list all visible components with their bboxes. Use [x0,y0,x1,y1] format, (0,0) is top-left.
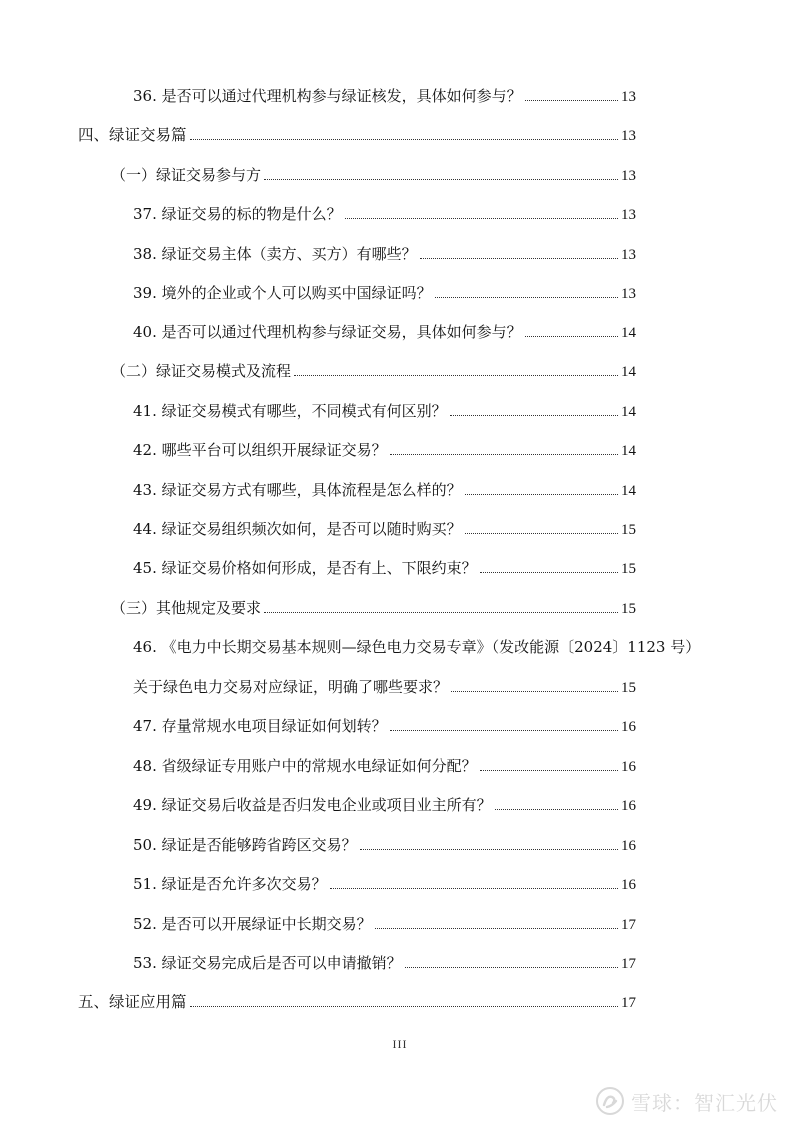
toc-entry-page: 17 [621,995,636,1011]
toc-entry-43 [133,480,636,501]
toc-entry-page: 14 [621,364,636,380]
toc-entry-36 [133,86,636,107]
toc-entry-page: 14 [621,404,636,420]
toc-entry-page: 16 [621,798,636,814]
toc-entry-page: 13 [621,286,636,302]
watermark-text: 雪球：智汇光伏 [631,1090,778,1115]
toc-entry-page: 17 [621,956,636,972]
toc-entry-label: 38. 绿证交易主体（卖方、买方）有哪些？ [133,245,417,263]
toc-entry-label: 关于绿色电力交易对应绿证，明确了哪些要求？ [133,678,449,696]
toc-entry-page: 15 [621,561,636,577]
toc-entry-page: 13 [621,207,636,223]
toc-entry-label: （二）绿证交易模式及流程 [111,362,292,380]
toc-entry-38 [133,244,636,265]
toc-entry-label: 43. 绿证交易方式有哪些，具体流程是怎么样的？ [133,481,462,499]
toc-leader-dots [360,848,618,850]
toc-leader-dots [264,178,618,180]
toc-entry-40 [133,322,636,343]
toc-entry-label: （一）绿证交易参与方 [111,166,262,184]
toc-entry-label: 44. 绿证交易组织频次如何，是否可以随时购买？ [133,520,462,538]
toc-leader-dots [390,729,618,731]
toc-leader-dots [375,927,618,929]
toc-entry-page: 13 [621,128,636,144]
toc-entry-50 [133,835,636,856]
toc-leader-dots [390,453,618,455]
toc-entry-page: 15 [621,680,636,696]
toc-entry-label: 41. 绿证交易模式有哪些，不同模式有何区别？ [133,402,447,420]
toc-entry-label: （三）其他规定及要求 [111,599,262,617]
toc-leader-dots [495,808,618,810]
toc-entry-label: 40. 是否可以通过代理机构参与绿证交易，具体如何参与？ [133,323,522,341]
toc-subsection-4-1 [111,165,636,186]
toc-entry-label: 37. 绿证交易的标的物是什么？ [133,205,342,223]
toc-entry-48 [133,756,636,777]
toc-entry-page: 17 [621,917,636,933]
toc-entry-page: 13 [621,89,636,105]
toc-entry-42 [133,440,636,461]
toc-entry-46-first-line: 46. 《电力中长期交易基本规则—绿色电力交易专章》（发改能源〔2024〕1123 号） [133,638,701,656]
toc-leader-dots [345,217,618,219]
toc-entry-39 [133,283,636,304]
toc-entry-label: 52. 是否可以开展绿证中长期交易？ [133,915,372,933]
toc-leader-dots [264,611,618,613]
toc-leader-dots [450,414,618,416]
toc-entry-label: 39. 境外的企业或个人可以购买中国绿证吗？ [133,284,432,302]
toc-entry-label: 53. 绿证交易完成后是否可以申请撤销？ [133,954,402,972]
toc-leader-dots [435,296,618,298]
toc-entry-45 [133,558,636,579]
page-number: III [392,1037,408,1051]
snowball-logo-icon [595,1086,625,1116]
toc-leader-dots [294,374,618,376]
toc-entry-47 [133,716,636,737]
toc-entry-label: 49. 绿证交易后收益是否归发电企业或项目业主所有？ [133,796,492,814]
toc-leader-dots [420,257,618,259]
toc-subsection-4-3 [111,598,636,619]
toc-leader-dots [190,1005,618,1007]
toc-leader-dots [190,138,618,140]
toc-entry-41 [133,401,636,422]
toc-entry-label: 47. 存量常规水电项目绿证如何划转？ [133,717,387,735]
toc-entry-label: 48. 省级绿证专用账户中的常规水电绿证如何分配？ [133,757,477,775]
toc-entry-page: 13 [621,247,636,263]
toc-leader-dots [465,493,618,495]
toc-entry-44 [133,519,636,540]
toc-entry-page: 16 [621,877,636,893]
toc-entry-label: 50. 绿证是否能够跨省跨区交易？ [133,836,357,854]
toc-subsection-4-2 [111,361,636,382]
toc-entry-53 [133,953,636,974]
toc-entry-page: 13 [621,168,636,184]
toc-entry-page: 14 [621,325,636,341]
toc-entry-label: 45. 绿证交易价格如何形成，是否有上、下限约束？ [133,559,477,577]
toc-entry-page: 14 [621,443,636,459]
toc-entry-label: 36. 是否可以通过代理机构参与绿证核发，具体如何参与？ [133,87,522,105]
toc-entry-51 [133,874,636,895]
toc-leader-dots [405,966,618,968]
toc-entry-label: 五、绿证应用篇 [78,993,187,1011]
toc-leader-dots [451,690,618,692]
toc-entry-page: 16 [621,838,636,854]
toc-section-4 [78,125,636,146]
toc-entry-52 [133,914,636,935]
toc-entry-label: 51. 绿证是否允许多次交易？ [133,875,327,893]
toc-leader-dots [465,532,618,534]
toc-entry-page: 15 [621,522,636,538]
toc-entry-37 [133,204,636,225]
toc-entry-label: 四、绿证交易篇 [78,126,187,144]
toc-entry-page: 15 [621,601,636,617]
toc-leader-dots [330,887,618,889]
toc-entry-page: 16 [621,719,636,735]
toc-leader-dots [525,335,618,337]
toc-entry-49 [133,795,636,816]
toc-leader-dots [480,571,618,573]
toc-section-5 [78,992,636,1013]
watermark [595,1086,778,1116]
toc-entry-label: 42. 哪些平台可以组织开展绿证交易？ [133,441,387,459]
toc-leader-dots [525,99,618,101]
toc-entry-page: 14 [621,483,636,499]
toc-entry-46-second-line [133,677,636,698]
toc-entry-page: 16 [621,759,636,775]
toc-leader-dots [480,769,618,771]
